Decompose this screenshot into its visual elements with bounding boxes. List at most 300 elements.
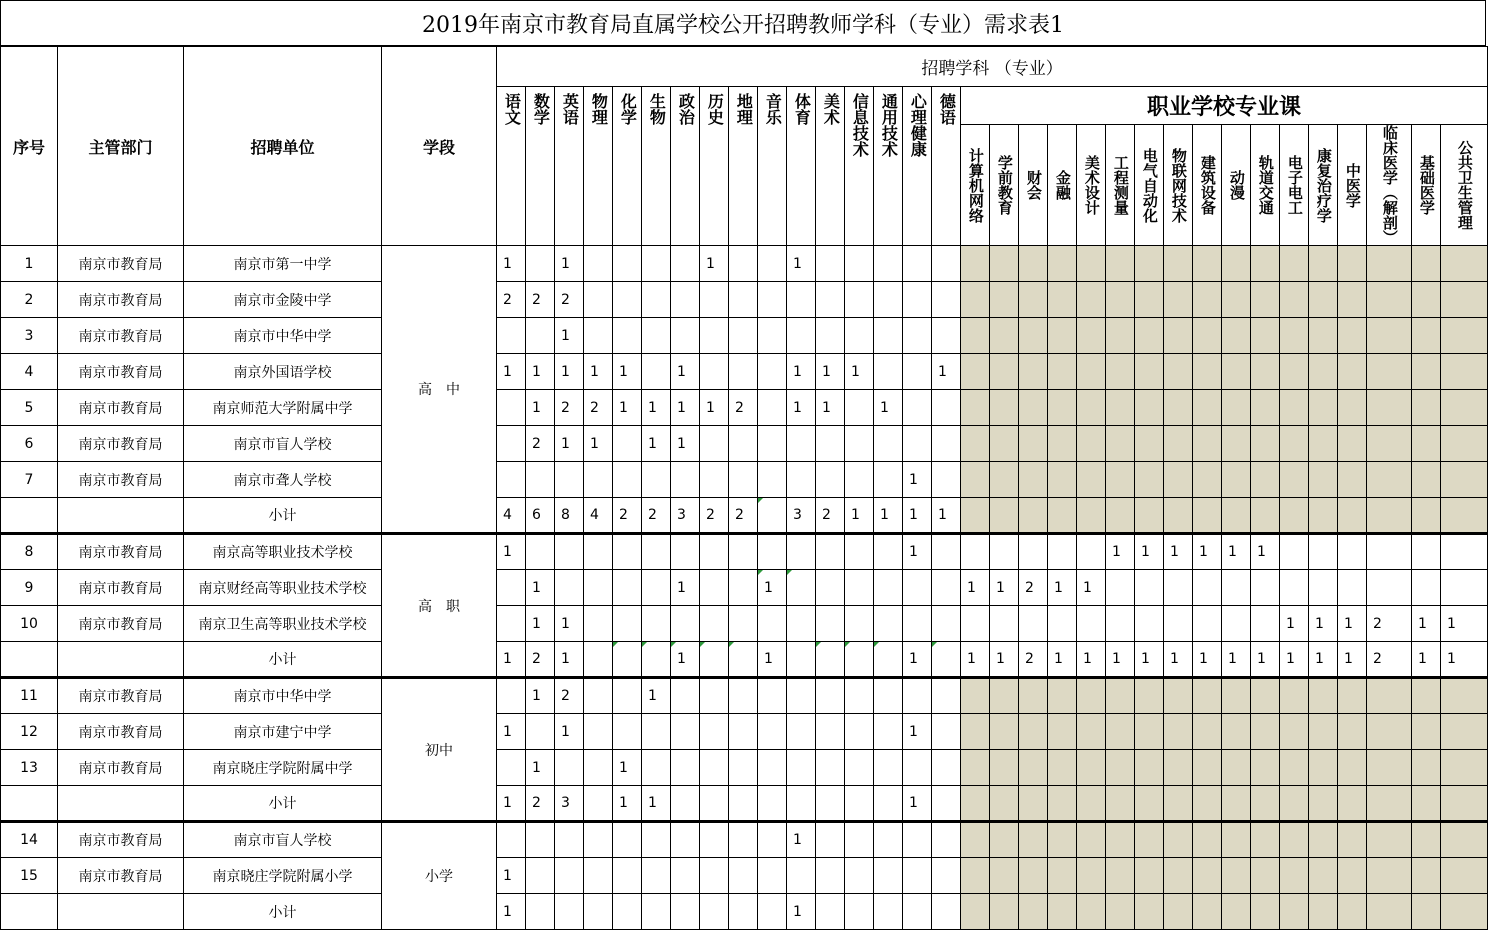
vocational-cell[interactable] xyxy=(1193,282,1222,318)
subject-cell[interactable]: 2 xyxy=(526,282,555,318)
subtotal-seq[interactable] xyxy=(1,894,58,930)
row-dept[interactable]: 南京市教育局 xyxy=(58,750,184,786)
vocational-cell[interactable]: 1 xyxy=(1077,570,1106,606)
subject-cell[interactable] xyxy=(903,606,932,642)
vocational-cell[interactable] xyxy=(1309,462,1338,498)
subtotal-dept[interactable] xyxy=(58,894,184,930)
vocational-cell[interactable] xyxy=(1280,750,1309,786)
subject-cell[interactable] xyxy=(700,462,729,498)
subject-cell[interactable] xyxy=(816,462,845,498)
vocational-cell[interactable] xyxy=(1193,318,1222,354)
vocational-cell[interactable] xyxy=(1164,282,1193,318)
subject-cell[interactable]: 1 xyxy=(903,714,932,750)
subtotal-subject-cell[interactable] xyxy=(584,786,613,822)
subject-cell[interactable] xyxy=(932,822,961,858)
subject-cell[interactable]: 1 xyxy=(526,390,555,426)
vocational-cell[interactable] xyxy=(1019,534,1048,570)
subject-cell[interactable]: 1 xyxy=(497,714,526,750)
vocational-cell[interactable] xyxy=(1338,246,1367,282)
vocational-cell[interactable] xyxy=(1338,858,1367,894)
vocational-cell[interactable] xyxy=(1412,714,1441,750)
subject-cell[interactable] xyxy=(816,570,845,606)
subtotal-subject-cell[interactable]: 1 xyxy=(497,894,526,930)
vocational-cell[interactable] xyxy=(1412,282,1441,318)
subject-cell[interactable] xyxy=(874,858,903,894)
subtotal-subject-cell[interactable] xyxy=(671,894,700,930)
vocational-cell[interactable] xyxy=(1077,822,1106,858)
vocational-cell[interactable] xyxy=(1251,354,1280,390)
subject-cell[interactable]: 1 xyxy=(526,750,555,786)
stage-cell[interactable]: 小学 xyxy=(382,822,497,930)
subtotal-subject-cell[interactable]: 4 xyxy=(497,498,526,534)
subtotal-subject-cell[interactable]: 2 xyxy=(642,498,671,534)
subtotal-vocational-cell[interactable] xyxy=(1135,786,1164,822)
subtotal-vocational-cell[interactable]: 1 xyxy=(990,642,1019,678)
subtotal-vocational-cell[interactable] xyxy=(961,894,990,930)
subject-cell[interactable]: 1 xyxy=(903,462,932,498)
vocational-cell[interactable] xyxy=(1441,426,1488,462)
vocational-cell[interactable] xyxy=(1106,462,1135,498)
vocational-cell[interactable] xyxy=(1164,750,1193,786)
subject-cell[interactable] xyxy=(497,390,526,426)
row-dept[interactable]: 南京市教育局 xyxy=(58,426,184,462)
vocational-cell[interactable] xyxy=(1019,354,1048,390)
vocational-cell[interactable]: 1 xyxy=(1222,534,1251,570)
subject-cell[interactable]: 1 xyxy=(787,390,816,426)
subject-cell[interactable] xyxy=(932,750,961,786)
vocational-cell[interactable] xyxy=(1193,354,1222,390)
vocational-cell[interactable] xyxy=(1135,426,1164,462)
subtotal-subject-cell[interactable] xyxy=(700,894,729,930)
subject-cell[interactable] xyxy=(700,606,729,642)
subject-cell[interactable] xyxy=(758,282,787,318)
vocational-cell[interactable]: 1 xyxy=(1251,534,1280,570)
subject-cell[interactable]: 1 xyxy=(497,354,526,390)
subject-cell[interactable]: 1 xyxy=(932,354,961,390)
subject-cell[interactable] xyxy=(526,534,555,570)
vocational-cell[interactable]: 1 xyxy=(1164,534,1193,570)
subject-cell[interactable] xyxy=(671,534,700,570)
row-dept[interactable]: 南京市教育局 xyxy=(58,606,184,642)
row-dept[interactable]: 南京市教育局 xyxy=(58,390,184,426)
vocational-cell[interactable] xyxy=(1164,462,1193,498)
subtotal-vocational-cell[interactable] xyxy=(1367,786,1412,822)
subtotal-subject-cell[interactable]: 1 xyxy=(671,642,700,678)
vocational-cell[interactable] xyxy=(1338,282,1367,318)
subtotal-vocational-cell[interactable]: 1 xyxy=(1412,642,1441,678)
vocational-cell[interactable] xyxy=(1164,246,1193,282)
subject-cell[interactable] xyxy=(642,318,671,354)
subject-cell[interactable]: 1 xyxy=(613,750,642,786)
vocational-cell[interactable] xyxy=(1164,426,1193,462)
vocational-cell[interactable] xyxy=(1106,606,1135,642)
vocational-cell[interactable] xyxy=(1251,426,1280,462)
vocational-cell[interactable] xyxy=(1367,714,1412,750)
vocational-cell[interactable] xyxy=(1412,354,1441,390)
vocational-cell[interactable] xyxy=(1164,318,1193,354)
subject-cell[interactable]: 1 xyxy=(584,426,613,462)
vocational-cell[interactable] xyxy=(1077,246,1106,282)
subject-cell[interactable] xyxy=(642,246,671,282)
subtotal-vocational-cell[interactable]: 1 xyxy=(1048,642,1077,678)
subtotal-vocational-cell[interactable] xyxy=(990,894,1019,930)
subtotal-subject-cell[interactable] xyxy=(816,786,845,822)
subject-cell[interactable] xyxy=(613,858,642,894)
subject-cell[interactable] xyxy=(700,570,729,606)
subtotal-subject-cell[interactable] xyxy=(845,642,874,678)
vocational-cell[interactable] xyxy=(1106,822,1135,858)
vocational-cell[interactable] xyxy=(1367,318,1412,354)
subtotal-vocational-cell[interactable]: 1 xyxy=(1106,642,1135,678)
vocational-cell[interactable] xyxy=(990,858,1019,894)
vocational-cell[interactable] xyxy=(1251,714,1280,750)
subject-cell[interactable] xyxy=(816,246,845,282)
subtotal-subject-cell[interactable] xyxy=(845,786,874,822)
subject-cell[interactable] xyxy=(671,858,700,894)
subject-cell[interactable] xyxy=(845,390,874,426)
subtotal-subject-cell[interactable]: 6 xyxy=(526,498,555,534)
vocational-cell[interactable] xyxy=(1048,354,1077,390)
subject-cell[interactable] xyxy=(816,678,845,714)
subject-cell[interactable]: 1 xyxy=(787,246,816,282)
vocational-cell[interactable] xyxy=(1251,390,1280,426)
subject-cell[interactable] xyxy=(700,318,729,354)
subtotal-vocational-cell[interactable]: 1 xyxy=(1077,642,1106,678)
subtotal-vocational-cell[interactable] xyxy=(1077,786,1106,822)
vocational-cell[interactable] xyxy=(961,822,990,858)
vocational-cell[interactable] xyxy=(1367,462,1412,498)
subject-cell[interactable]: 1 xyxy=(700,246,729,282)
subject-cell[interactable] xyxy=(729,426,758,462)
subject-cell[interactable] xyxy=(497,426,526,462)
vocational-cell[interactable] xyxy=(1193,750,1222,786)
subject-cell[interactable] xyxy=(874,714,903,750)
row-dept[interactable]: 南京市教育局 xyxy=(58,354,184,390)
subject-cell[interactable] xyxy=(787,606,816,642)
subject-cell[interactable] xyxy=(555,534,584,570)
vocational-cell[interactable] xyxy=(1412,822,1441,858)
subtotal-subject-cell[interactable] xyxy=(729,894,758,930)
subtotal-vocational-cell[interactable] xyxy=(1106,498,1135,534)
subtotal-dept[interactable] xyxy=(58,786,184,822)
vocational-cell[interactable] xyxy=(1077,678,1106,714)
vocational-cell[interactable] xyxy=(1135,282,1164,318)
subject-cell[interactable] xyxy=(613,534,642,570)
subject-cell[interactable] xyxy=(903,390,932,426)
vocational-cell[interactable] xyxy=(961,318,990,354)
subtotal-vocational-cell[interactable] xyxy=(990,786,1019,822)
subject-cell[interactable]: 1 xyxy=(613,390,642,426)
subject-cell[interactable] xyxy=(729,606,758,642)
subject-cell[interactable] xyxy=(758,822,787,858)
vocational-cell[interactable] xyxy=(1280,678,1309,714)
vocational-cell[interactable] xyxy=(1251,570,1280,606)
subtotal-vocational-cell[interactable] xyxy=(1077,498,1106,534)
subtotal-subject-cell[interactable] xyxy=(787,642,816,678)
vocational-cell[interactable] xyxy=(961,246,990,282)
vocational-cell[interactable] xyxy=(1048,750,1077,786)
subject-cell[interactable]: 2 xyxy=(729,390,758,426)
subtotal-subject-cell[interactable] xyxy=(642,642,671,678)
subtotal-subject-cell[interactable]: 1 xyxy=(555,642,584,678)
subtotal-vocational-cell[interactable] xyxy=(1280,498,1309,534)
vocational-cell[interactable] xyxy=(1222,858,1251,894)
subject-cell[interactable] xyxy=(816,534,845,570)
vocational-cell[interactable] xyxy=(1135,462,1164,498)
subject-cell[interactable] xyxy=(932,462,961,498)
stage-cell[interactable]: 初中 xyxy=(382,678,497,822)
vocational-cell[interactable] xyxy=(961,426,990,462)
vocational-cell[interactable] xyxy=(1135,354,1164,390)
vocational-cell[interactable] xyxy=(1077,390,1106,426)
vocational-cell[interactable] xyxy=(1048,462,1077,498)
vocational-cell[interactable] xyxy=(1251,282,1280,318)
subtotal-vocational-cell[interactable] xyxy=(1280,894,1309,930)
subject-cell[interactable] xyxy=(526,858,555,894)
subject-cell[interactable] xyxy=(874,426,903,462)
subject-cell[interactable] xyxy=(874,282,903,318)
subtotal-subject-cell[interactable] xyxy=(932,786,961,822)
vocational-cell[interactable] xyxy=(1222,390,1251,426)
vocational-cell[interactable] xyxy=(1441,714,1488,750)
subject-cell[interactable]: 1 xyxy=(642,390,671,426)
subtotal-vocational-cell[interactable] xyxy=(1048,786,1077,822)
subject-cell[interactable] xyxy=(874,570,903,606)
subtotal-subject-cell[interactable] xyxy=(671,786,700,822)
subject-cell[interactable] xyxy=(787,678,816,714)
subject-cell[interactable] xyxy=(613,714,642,750)
subtotal-dept[interactable] xyxy=(58,642,184,678)
subtotal-dept[interactable] xyxy=(58,498,184,534)
subject-cell[interactable] xyxy=(729,678,758,714)
vocational-cell[interactable] xyxy=(1135,714,1164,750)
vocational-cell[interactable] xyxy=(1412,750,1441,786)
subject-cell[interactable]: 1 xyxy=(642,426,671,462)
vocational-cell[interactable]: 1 xyxy=(1135,534,1164,570)
subject-cell[interactable] xyxy=(729,462,758,498)
subtotal-vocational-cell[interactable]: 1 xyxy=(1222,642,1251,678)
vocational-cell[interactable] xyxy=(1367,678,1412,714)
subtotal-vocational-cell[interactable] xyxy=(1048,498,1077,534)
subject-cell[interactable] xyxy=(787,282,816,318)
row-seq[interactable]: 13 xyxy=(1,750,58,786)
vocational-cell[interactable] xyxy=(990,534,1019,570)
row-dept[interactable]: 南京市教育局 xyxy=(58,462,184,498)
subtotal-vocational-cell[interactable] xyxy=(1222,498,1251,534)
vocational-cell[interactable]: 1 xyxy=(1106,534,1135,570)
subtotal-vocational-cell[interactable] xyxy=(1367,498,1412,534)
subject-cell[interactable] xyxy=(874,318,903,354)
vocational-cell[interactable] xyxy=(1048,318,1077,354)
vocational-cell[interactable] xyxy=(1019,822,1048,858)
subject-cell[interactable]: 1 xyxy=(671,570,700,606)
row-seq[interactable]: 12 xyxy=(1,714,58,750)
vocational-cell[interactable] xyxy=(1019,390,1048,426)
subtotal-vocational-cell[interactable] xyxy=(1193,894,1222,930)
subtotal-subject-cell[interactable] xyxy=(642,894,671,930)
subtotal-subject-cell[interactable]: 1 xyxy=(932,498,961,534)
vocational-cell[interactable] xyxy=(1193,858,1222,894)
subject-cell[interactable] xyxy=(613,606,642,642)
vocational-cell[interactable] xyxy=(1019,246,1048,282)
subtotal-vocational-cell[interactable] xyxy=(1412,498,1441,534)
subject-cell[interactable] xyxy=(700,282,729,318)
subtotal-subject-cell[interactable]: 2 xyxy=(526,642,555,678)
subtotal-vocational-cell[interactable]: 1 xyxy=(1338,642,1367,678)
vocational-cell[interactable] xyxy=(1367,822,1412,858)
vocational-cell[interactable] xyxy=(1441,750,1488,786)
subtotal-vocational-cell[interactable] xyxy=(1338,786,1367,822)
subtotal-subject-cell[interactable]: 1 xyxy=(613,786,642,822)
vocational-cell[interactable] xyxy=(1222,678,1251,714)
vocational-cell[interactable] xyxy=(1135,570,1164,606)
vocational-cell[interactable] xyxy=(1135,858,1164,894)
subtotal-label[interactable]: 小计 xyxy=(184,498,382,534)
vocational-cell[interactable] xyxy=(1251,858,1280,894)
vocational-cell[interactable] xyxy=(1164,354,1193,390)
vocational-cell[interactable] xyxy=(1251,462,1280,498)
vocational-cell[interactable] xyxy=(1280,714,1309,750)
vocational-cell[interactable] xyxy=(1309,282,1338,318)
subject-cell[interactable] xyxy=(642,354,671,390)
subtotal-vocational-cell[interactable] xyxy=(1412,894,1441,930)
row-unit[interactable]: 南京外国语学校 xyxy=(184,354,382,390)
row-seq[interactable]: 4 xyxy=(1,354,58,390)
subtotal-subject-cell[interactable]: 3 xyxy=(671,498,700,534)
subtotal-subject-cell[interactable] xyxy=(874,894,903,930)
subtotal-vocational-cell[interactable] xyxy=(1164,786,1193,822)
subtotal-subject-cell[interactable] xyxy=(874,786,903,822)
vocational-cell[interactable] xyxy=(1048,282,1077,318)
subtotal-subject-cell[interactable]: 1 xyxy=(642,786,671,822)
subject-cell[interactable] xyxy=(700,822,729,858)
vocational-cell[interactable] xyxy=(1367,858,1412,894)
subject-cell[interactable]: 1 xyxy=(497,858,526,894)
vocational-cell[interactable] xyxy=(1441,858,1488,894)
vocational-cell[interactable] xyxy=(1251,606,1280,642)
subtotal-vocational-cell[interactable]: 1 xyxy=(1309,642,1338,678)
vocational-cell[interactable]: 2 xyxy=(1367,606,1412,642)
vocational-cell[interactable] xyxy=(1412,318,1441,354)
vocational-cell[interactable] xyxy=(961,750,990,786)
vocational-cell[interactable] xyxy=(1309,390,1338,426)
subtotal-subject-cell[interactable] xyxy=(816,642,845,678)
subtotal-subject-cell[interactable] xyxy=(932,894,961,930)
vocational-cell[interactable] xyxy=(1164,570,1193,606)
subtotal-vocational-cell[interactable] xyxy=(1251,498,1280,534)
subject-cell[interactable]: 2 xyxy=(555,678,584,714)
subject-cell[interactable] xyxy=(613,246,642,282)
subject-cell[interactable]: 1 xyxy=(555,714,584,750)
vocational-cell[interactable] xyxy=(1367,426,1412,462)
vocational-cell[interactable] xyxy=(1048,246,1077,282)
subject-cell[interactable] xyxy=(787,426,816,462)
subject-cell[interactable] xyxy=(932,390,961,426)
vocational-cell[interactable] xyxy=(1412,426,1441,462)
vocational-cell[interactable] xyxy=(1222,606,1251,642)
subtotal-vocational-cell[interactable] xyxy=(990,498,1019,534)
vocational-cell[interactable] xyxy=(1309,822,1338,858)
row-seq[interactable]: 5 xyxy=(1,390,58,426)
vocational-cell[interactable] xyxy=(1135,246,1164,282)
vocational-cell[interactable] xyxy=(1106,858,1135,894)
vocational-cell[interactable] xyxy=(990,246,1019,282)
vocational-cell[interactable] xyxy=(1412,534,1441,570)
subject-cell[interactable] xyxy=(555,822,584,858)
subtotal-subject-cell[interactable] xyxy=(555,894,584,930)
subject-cell[interactable] xyxy=(526,318,555,354)
subject-cell[interactable] xyxy=(584,282,613,318)
subtotal-vocational-cell[interactable] xyxy=(1412,786,1441,822)
vocational-cell[interactable] xyxy=(1338,678,1367,714)
vocational-cell[interactable] xyxy=(1193,390,1222,426)
vocational-cell[interactable] xyxy=(1222,462,1251,498)
subtotal-subject-cell[interactable]: 2 xyxy=(613,498,642,534)
vocational-cell[interactable] xyxy=(990,750,1019,786)
subject-cell[interactable] xyxy=(642,822,671,858)
subject-cell[interactable] xyxy=(700,678,729,714)
subject-cell[interactable] xyxy=(874,354,903,390)
subtotal-subject-cell[interactable] xyxy=(700,642,729,678)
subject-cell[interactable] xyxy=(758,750,787,786)
subject-cell[interactable] xyxy=(845,462,874,498)
subtotal-vocational-cell[interactable] xyxy=(1251,786,1280,822)
subject-cell[interactable] xyxy=(671,750,700,786)
subject-cell[interactable] xyxy=(816,282,845,318)
subject-cell[interactable] xyxy=(700,714,729,750)
subject-cell[interactable] xyxy=(903,570,932,606)
vocational-cell[interactable] xyxy=(1367,390,1412,426)
subject-cell[interactable] xyxy=(642,750,671,786)
vocational-cell[interactable] xyxy=(1106,318,1135,354)
subject-cell[interactable]: 1 xyxy=(584,354,613,390)
subtotal-vocational-cell[interactable] xyxy=(1251,894,1280,930)
subject-cell[interactable] xyxy=(758,426,787,462)
subtotal-vocational-cell[interactable] xyxy=(1164,894,1193,930)
subtotal-subject-cell[interactable] xyxy=(845,894,874,930)
subject-cell[interactable]: 1 xyxy=(758,570,787,606)
subject-cell[interactable] xyxy=(729,750,758,786)
subject-cell[interactable] xyxy=(787,462,816,498)
subject-cell[interactable] xyxy=(903,858,932,894)
vocational-cell[interactable] xyxy=(1338,318,1367,354)
subject-cell[interactable]: 1 xyxy=(555,606,584,642)
vocational-cell[interactable] xyxy=(1412,858,1441,894)
subtotal-subject-cell[interactable]: 4 xyxy=(584,498,613,534)
subject-cell[interactable] xyxy=(642,534,671,570)
subject-cell[interactable] xyxy=(497,750,526,786)
vocational-cell[interactable] xyxy=(1280,534,1309,570)
vocational-cell[interactable] xyxy=(1251,678,1280,714)
subtotal-subject-cell[interactable]: 1 xyxy=(903,642,932,678)
subject-cell[interactable] xyxy=(874,678,903,714)
subtotal-subject-cell[interactable] xyxy=(613,642,642,678)
vocational-cell[interactable] xyxy=(1367,750,1412,786)
subject-cell[interactable] xyxy=(613,822,642,858)
subject-cell[interactable] xyxy=(845,570,874,606)
vocational-cell[interactable] xyxy=(1338,822,1367,858)
row-seq[interactable]: 14 xyxy=(1,822,58,858)
subtotal-vocational-cell[interactable] xyxy=(1106,786,1135,822)
row-seq[interactable]: 6 xyxy=(1,426,58,462)
row-dept[interactable]: 南京市教育局 xyxy=(58,282,184,318)
subtotal-vocational-cell[interactable]: 1 xyxy=(1251,642,1280,678)
subtotal-vocational-cell[interactable] xyxy=(1222,894,1251,930)
subtotal-subject-cell[interactable] xyxy=(729,642,758,678)
vocational-cell[interactable]: 2 xyxy=(1019,570,1048,606)
subject-cell[interactable] xyxy=(671,822,700,858)
subtotal-subject-cell[interactable]: 8 xyxy=(555,498,584,534)
